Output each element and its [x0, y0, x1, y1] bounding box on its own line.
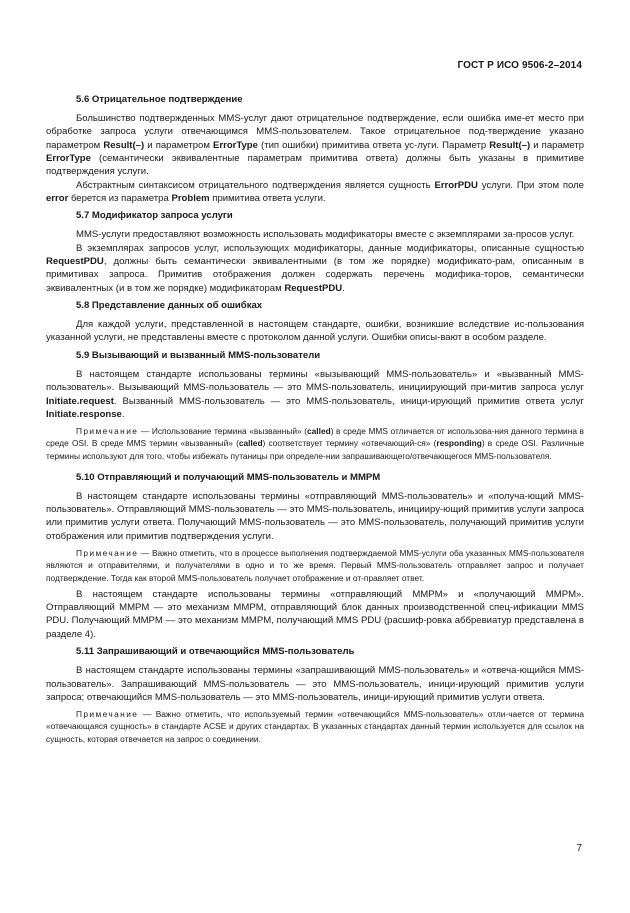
- section-5-8-title: 5.8 Представление данных об ошибках: [76, 300, 263, 312]
- section-5-9-title: 5.9 Вызывающий и вызванный MMS-пользователи: [76, 349, 321, 361]
- section-5-6-paragraph-1: Большинство подтвержденных MMS-услуг дают отрицательное подтверждение, если ошибка име-ет место при обработке запроса услуги отвечающимся MMS-пользователем. Такое отрицательное под-тверждение указано параметром Result(–) и параметром ErrorType (тип ошибки) примитива ответа ус-луги. Параметр Result(–) и параметр ErrorType (семантически эквивалентные параметрам примитива ответа) должны быть указаны в примитиве подтверждения услуги.: [46, 113, 585, 178]
- section-5-9-note: Примечание — Использование термина «вызванный» (called) в среде MMS отличается от использова-ния данного термина в среде OSI. В среде MMS термин «вызванный» (called) соответствует термину «отвечающий-ся» (responding) в среде OSI. Различные термины используют для того, чтобы избежать путаницы при определе-нии запрашивающего/отвечающегося MMS-пользователя.: [46, 426, 585, 461]
- section-5-7-paragraph-2: В экземплярах запросов услуг, использующих модификаторы, данные модификаторы, описанные сущностью RequestPDU, должны быть семантически эквивалентными (в том же порядке) модификато-рам, описанным в примитивах запроса. Примитив отображения должен содержать перечень модифика-торов, семантически эквивалентных (и в том же порядке) модификаторам RequestPDU.: [46, 242, 584, 294]
- section-5-9-paragraph-1: В настоящем стандарте использованы термины «вызывающий MMS-пользователь» и «вызванный MMS-пользователь». Вызывающий MMS-пользователь — это MMS-пользователь, инициирующий при-митив запроса услуг Initiate.request. Вызванный MMS-пользователь — это MMS-пользователь, иници-ирующий примитив ответа услуг Initiate.response.: [46, 368, 584, 420]
- note-label: Примечание: [76, 709, 139, 720]
- page-number: 7: [576, 843, 582, 854]
- section-5-8-paragraph-1: Для каждой услуги, представленной в настоящем стандарте, ошибки, возникшие вследствие ис-пользования указанной услуги, не представлены вместе с протоколом данной услуги. Ошибки описы-вают в особом разделе.: [46, 319, 584, 344]
- section-5-7-paragraph-1: MMS-услуги предоставляют возможность использовать модификаторы вместе с экземплярами за-просов услуг.: [76, 229, 575, 241]
- page-content: [46, 93, 584, 745]
- note-label: Примечание: [76, 548, 139, 559]
- section-5-11-note: Примечание — Важно отметить, что используемый термин «отвечающийся MMS-пользователь» отли-чается от термина «отвечающаяся сущность» в стандарте ACSE и других стандартах. В указанных стандартах данный термин используется для ссылок на сущность, которая отвечается на запрос о соединении.: [46, 709, 584, 744]
- section-5-10-paragraph-2: В настоящем стандарте использованы термины «отправляющий MMPM» и «получающий MMPM». Отправляющий MMPM — это механизм MMPM, отправляющий блок данных производственной спец-ификации MMS PDU. Получающий MMPM — это механизм MMPM, получающий MMS PDU (расшиф-ровка аббревиатур представлена в разделе 4).: [46, 588, 584, 640]
- section-5-11-paragraph-1: В настоящем стандарте использованы термины «запрашивающий MMS-пользователь» и «отвеча-ющийся MMS-пользователь». Запрашивающий MMS-пользователь — это MMS-пользователь, иници-ирующий примитив услуги запроса; отвечающийся MMS-пользователь — это MMS-пользователь, иници-ирующий примитив услуги ответа.: [46, 665, 584, 703]
- section-5-7-title: 5.7 Модификатор запроса услуги: [76, 210, 233, 222]
- section-5-6-title: 5.6 Отрицательное подтверждение: [76, 94, 243, 105]
- section-5-10-title: 5.10 Отправляющий и получающий MMS-пользователь и MMPM: [76, 471, 381, 483]
- section-5-11-title: 5.11 Запрашивающий и отвечающийся MMS-пользователь: [76, 646, 355, 658]
- note-label: Примечание: [76, 426, 139, 437]
- section-5-10-note: Примечание — Важно отметить, что в процессе выполнения подтверждаемой MMS-услуги оба указанных MMS-пользователя являются и отправителями, и получателями в одно и то же время. Первый MMS-пользователь отправляет запрос и получает подтверждение. Тогда как второй MMS-пользователь получает отображение и от-правляет ответ.: [46, 548, 584, 583]
- section-5-10-paragraph-1: В настоящем стандарте использованы термины «отправляющий MMS-пользователь» и «получа-ющий MMS-пользователь». Отправляющий MMS-пользователь — это MMS-пользователь, иницииру-ющий примитив услуги запроса или примитив услуги ответа. Получающий MMS-пользователь — это MMS-пользователь, получающий примитив услуги отображения или примитив подтверждения услуги.: [46, 490, 584, 542]
- standard-header: ГОСТ Р ИСО 9506-2–2014: [457, 60, 582, 71]
- section-5-6-paragraph-2: Абстрактным синтаксисом отрицательного подтверждения является сущность ErrorPDU услуги. При этом поле error берется из параметра Problem примитива ответа услуги.: [46, 179, 584, 205]
